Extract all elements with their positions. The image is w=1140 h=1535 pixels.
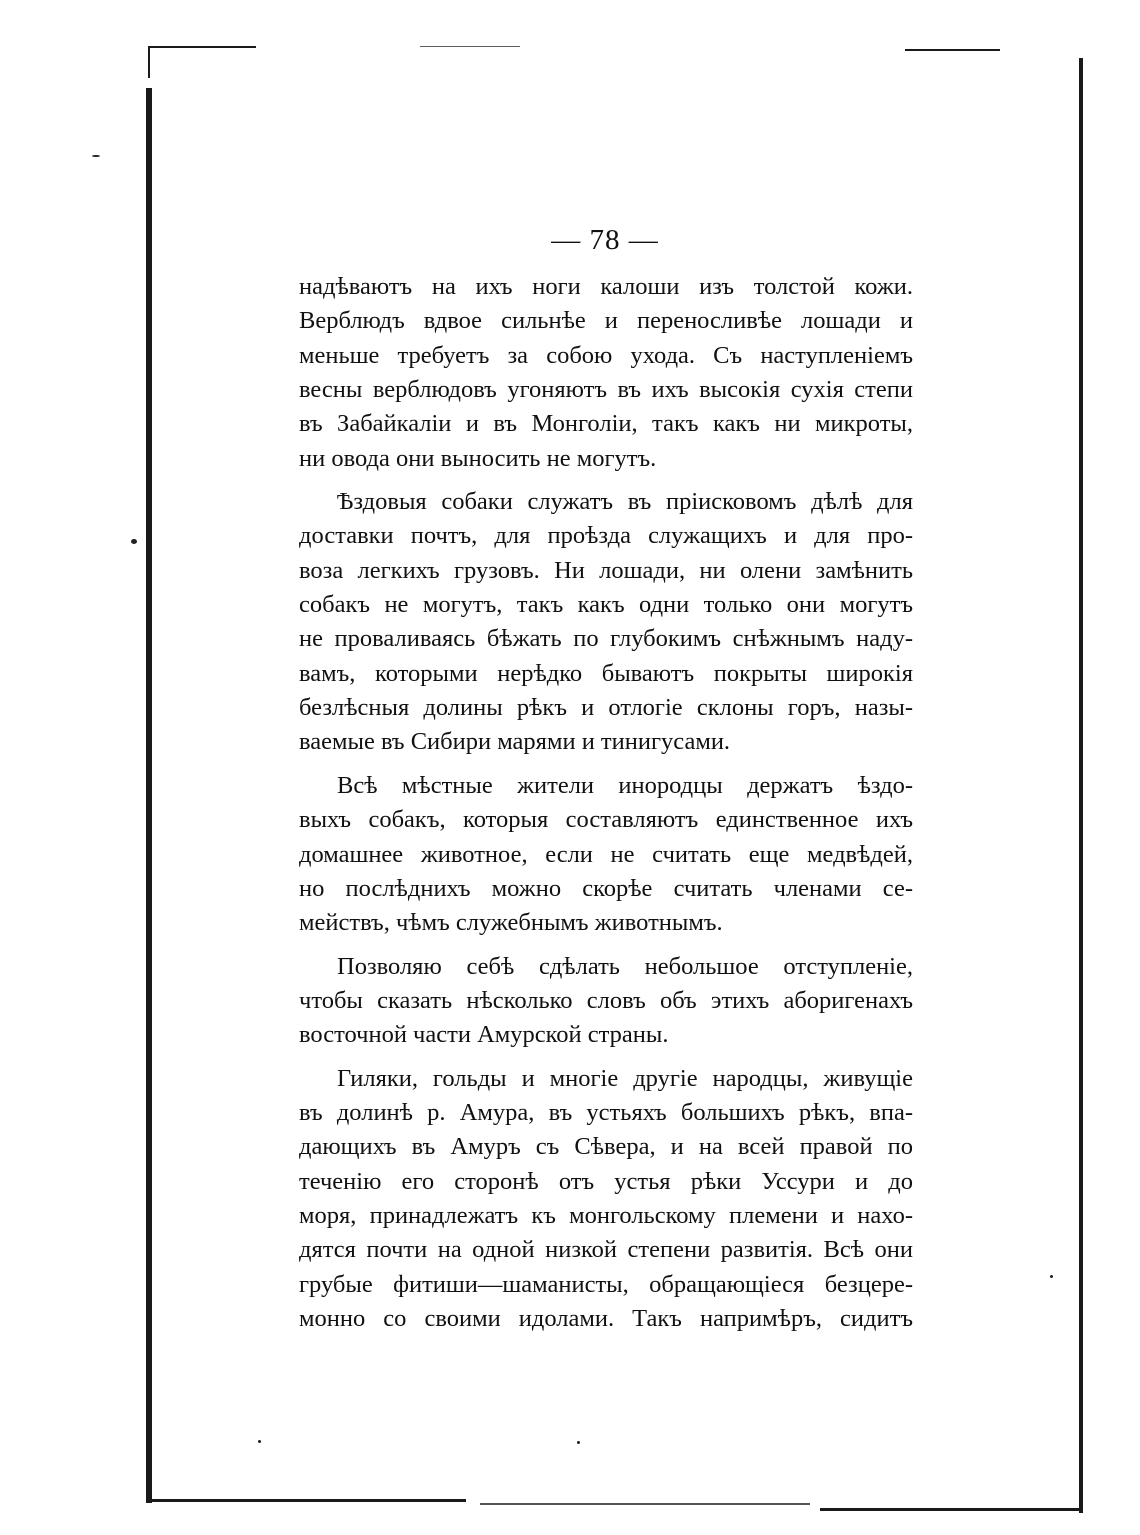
text-line: дятся почти на одной низкой степени развитія. Всѣ они — [299, 1236, 913, 1264]
page-number: — 78 — — [551, 224, 659, 256]
text-line: Позволяю себѣ сдѣлать небольшое отступленіе, — [337, 952, 913, 980]
text-line: собакъ не могутъ, такъ какъ одни только они могутъ — [299, 591, 913, 619]
text-line: надѣваютъ на ихъ ноги калоши изъ толстой кожи. — [299, 273, 913, 300]
speck — [131, 539, 137, 544]
text-line: восточной части Амурской страны. — [299, 1021, 669, 1049]
text-line: ни овода они выносить не могутъ. — [299, 444, 657, 472]
speck — [1050, 1275, 1053, 1278]
frame-left — [146, 88, 152, 1503]
frame-right — [1079, 58, 1083, 1513]
frame-top-middle — [420, 46, 520, 47]
text-line: Гиляки, гольды и многіе другіе народцы, живущіе — [337, 1064, 913, 1092]
text-line: выхъ собакъ, которыя составляютъ единственное ихъ — [299, 806, 913, 834]
text-line: въ долинѣ р. Амура, въ устьяхъ большихъ рѣкъ, впа- — [299, 1098, 913, 1126]
text-line: грубые фитиши—шаманисты, обращающіеся безцере- — [299, 1270, 913, 1298]
text-line: вамъ, которыми нерѣдко бываютъ покрыты широкія — [299, 659, 913, 687]
text-line: доставки почтъ, для проѣзда служащихъ и для про- — [299, 522, 913, 550]
text-line: не проваливаясь бѣжать по глубокимъ снѣжнымъ наду- — [299, 625, 913, 653]
text-line: дающихъ въ Амуръ съ Сѣвера, и на всей правой по — [299, 1133, 913, 1161]
text-line: воза легкихъ грузовъ. Ни лошади, ни олени замѣнить — [299, 556, 913, 584]
text-line: чтобы сказать нѣсколько словъ объ этихъ аборигенахъ — [299, 986, 913, 1014]
text-line: домашнее животное, если не считать еще медвѣдей, — [299, 840, 913, 868]
frame-left-top — [148, 46, 150, 78]
frame-top-right — [905, 49, 1000, 51]
text-line: ваемые въ Сибири марями и тинигусами. — [299, 728, 731, 756]
speck — [258, 1440, 261, 1443]
text-line: Верблюдъ вдвое сильнѣе и переносливѣе лошади и — [299, 307, 913, 335]
text-line: Ѣздовыя собаки служатъ въ пріисковомъ дѣлѣ для — [337, 488, 913, 516]
frame-bottom-right — [820, 1508, 1082, 1511]
text-line: теченію его сторонѣ отъ устья рѣки Уссури и до — [299, 1167, 913, 1195]
text-line: мействъ, чѣмъ служебнымъ животнымъ. — [299, 909, 723, 937]
text-line: но послѣднихъ можно скорѣе считать членами се- — [299, 874, 913, 902]
frame-top-left — [148, 46, 256, 48]
frame-bottom-mid — [480, 1503, 810, 1505]
text-line: моря, принадлежатъ къ монгольскому племени и нахо- — [299, 1201, 913, 1229]
body-text — [299, 270, 913, 1336]
text-line: монно со своими идолами. Такъ напримѣръ, сидитъ — [299, 1304, 913, 1332]
text-line: весны верблюдовъ угоняютъ въ ихъ высокія сухія степи — [299, 376, 913, 404]
text-line: Всѣ мѣстные жители инородцы держатъ ѣздо- — [337, 771, 913, 799]
text-line: безлѣсныя долины рѣкъ и отлогіе склоны горъ, назы- — [299, 694, 913, 722]
speck — [92, 155, 100, 157]
text-line: меньше требуетъ за собою ухода. Съ наступленіемъ — [299, 341, 913, 369]
text-line: въ Забайкаліи и въ Монголіи, такъ какъ ни микроты, — [299, 410, 913, 438]
speck — [577, 1441, 580, 1444]
frame-bottom — [146, 1499, 466, 1502]
